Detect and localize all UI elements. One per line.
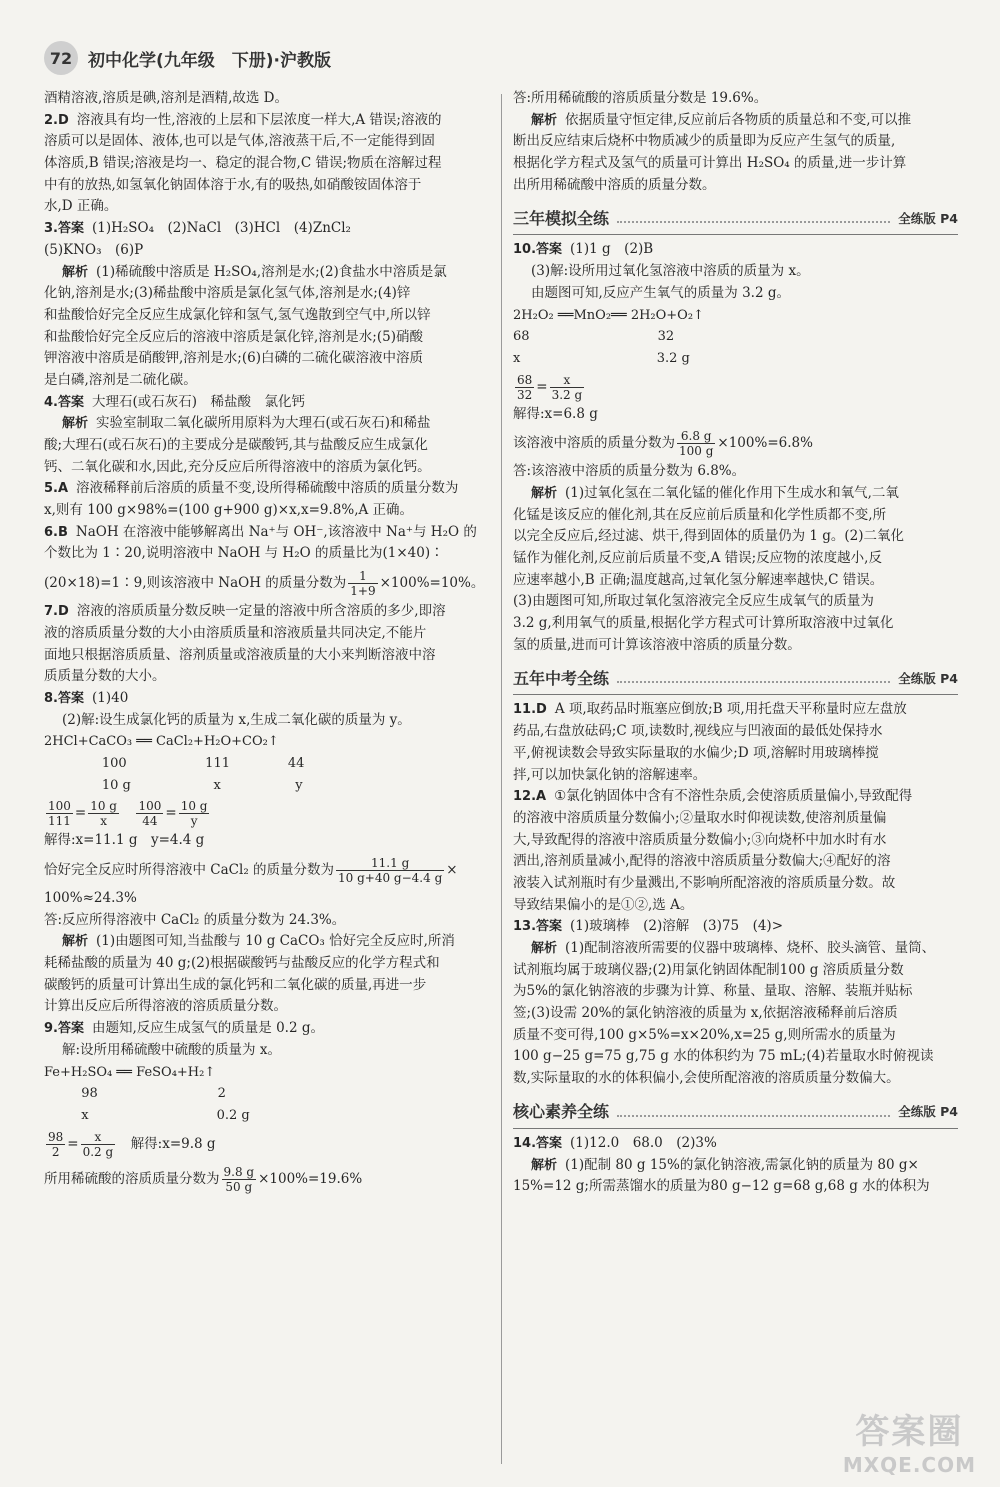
fraction-denominator: 111 — [48, 814, 71, 829]
text-line: 答:反应所得溶液中 CaCl₂ 的质量分数为 24.3%。 — [44, 911, 346, 928]
question-number: 9.答案 — [44, 1021, 84, 1037]
text-line: 洒出,溶剂质量减小,配得的溶液中溶质质量分数偏大;④配好的溶 — [513, 853, 891, 870]
fraction — [46, 799, 73, 828]
text-line: (1)配制溶液所需要的仪器中玻璃棒、烧杯、胶头滴管、量筒、 — [565, 940, 936, 956]
text-line: 溶液具有均一性,溶液的上层和下层浓度一样大,A 错误;溶液的 — [76, 111, 442, 128]
section-page-ref: 全练版 P4 — [898, 210, 958, 226]
question-8 — [44, 688, 490, 1018]
column-divider — [501, 94, 502, 1464]
text-line: 解得:x=11.1 g y=4.4 g — [44, 832, 205, 849]
question-number: 10.答案 — [513, 242, 563, 258]
text-line: 出所用稀硫酸中溶质的质量分数。 — [513, 176, 716, 193]
question-9 — [44, 1018, 490, 1196]
text-line: 解得:x=9.8 g — [130, 1135, 216, 1152]
text-line: 大,导致配得的溶液中溶质质量分数偏小;③向烧杯中加水时有水 — [513, 831, 887, 848]
text-line: (1)配制 80 g 15%的氯化钠溶液,需氯化钠的质量为 80 g× — [565, 1156, 919, 1173]
question-number: 8.答案 — [44, 690, 84, 706]
fraction-denominator: 32 — [517, 387, 533, 402]
dotted-leader — [617, 673, 890, 683]
analysis-tag: 解析 — [62, 264, 89, 280]
text-line: (1)过氧化氢在二氧化锰的催化作用下生成水和氧气,二氧 — [565, 484, 899, 501]
fraction — [46, 1130, 65, 1159]
text-line: 溶液的溶质质量分数反映一定量的溶液中所含溶质的多少,即溶 — [76, 603, 446, 620]
text-line: 15%=12 g;所需蒸馏水的质量为80 g−12 g=68 g,68 g 水的体积为 — [513, 1178, 930, 1195]
text-line: 恰好完全反应时所得溶液中 CaCl₂ 的质量分数为 — [44, 862, 335, 878]
text-line: 中有的放热,如氢氧化钠固体溶于水,有的吸热,如硝酸铵固体溶于 — [44, 176, 422, 193]
text-line: 实验室制取二氧化碳所用原料为大理石(或石灰石)和稀盐 — [96, 415, 431, 432]
answer-text: (1)12.0 68.0 (2)3% — [570, 1134, 717, 1151]
fraction-numerator: 100 — [138, 799, 162, 814]
text-line: (20×18)=1∶9,则该溶液中 NaOH 的质量分数为 — [44, 575, 347, 592]
question-number: 5.A — [44, 481, 69, 497]
section-title: 五年中考全练 — [513, 668, 610, 688]
text-line: (1)由题图可知,当盐酸与 10 g CaCO₃ 恰好完全反应时,所消 — [96, 933, 455, 950]
question-number: 7.D — [44, 604, 69, 620]
text-line: 是白磷,溶剂是二硫化碳。 — [44, 371, 197, 388]
text-line: 答:该溶液中溶质的质量分数为 6.8%。 — [513, 463, 746, 480]
right-column — [513, 88, 958, 1198]
text-line: 100 g−25 g=75 g,75 g 水的体积约为 75 mL;(4)若量取水时俯视读 — [513, 1048, 934, 1065]
fraction-denominator: 50 g — [225, 1179, 253, 1194]
question-number: 4.答案 — [44, 394, 84, 410]
answer-text: (1)1 g (2)B — [570, 241, 654, 258]
question-10 — [513, 239, 958, 656]
text-line: 断出反应结束后烧杯中物质减少的质量即为反应产生氢气的质量, — [513, 133, 896, 150]
text-line: 根据化学方程式及氢气的质量可计算出 H₂SO₄ 的质量,进一步计算 — [513, 155, 907, 172]
text-line: 钾溶液中溶质是硝酸钾,溶剂是水;(6)白磷的二硫化碳溶液中溶质 — [44, 350, 423, 367]
analysis-tag: 解析 — [531, 112, 558, 128]
text-line: 100%≈24.3% — [44, 890, 137, 906]
question-13 — [513, 916, 958, 1090]
section-page-ref: 全练版 P4 — [898, 1103, 958, 1119]
text-line: 解:设所用稀硫酸中硫酸的质量为 x。 — [62, 1041, 281, 1058]
chemical-equation: 2H₂O₂ ══MnO₂══ 2H₂O+O₂↑ — [513, 307, 704, 323]
text-line: 化钠,溶剂是水;(3)稀盐酸中溶质是氯化氢气体,溶剂是水;(4)锌 — [44, 285, 411, 302]
text-line: 溶质可以是固体、液体,也可以是气体,溶液蒸干后,不一定能得到固 — [44, 133, 435, 150]
page-header — [44, 38, 331, 78]
answer-text: (1)40 — [91, 689, 129, 706]
question-3 — [44, 218, 490, 392]
text-line: ×100%=19.6% — [258, 1170, 363, 1187]
text-line: 由题图可知,反应产生氧气的质量为 3.2 g。 — [531, 284, 790, 301]
dotted-leader — [617, 1107, 890, 1117]
text-line: x,则有 100 g×98%=(100 g+900 g)×x,x=9.8%,A 正确。 — [44, 502, 414, 519]
equation-row: x 0.2 g — [44, 1107, 250, 1123]
question-number: 6.B — [44, 524, 68, 540]
answer-text: 由题知,反应生成氢气的质量是 0.2 g。 — [91, 1020, 324, 1037]
dotted-leader — [617, 213, 890, 223]
fraction-denominator: 0.2 g — [82, 1144, 114, 1159]
fraction-denominator: 10 g+40 g−4.4 g — [338, 871, 443, 885]
text-line: 为5%的氯化钠溶液的步骤为计算、称量、量取、溶解、装瓶并贴标 — [513, 983, 913, 1000]
text-line: 拌,可以加快氯化钠的溶解速率。 — [513, 766, 707, 783]
fraction-numerator: 98 — [48, 1129, 64, 1144]
text-line: 碳酸钙的质量可计算出生成的氯化钙和二氧化碳的质量,再进一步 — [44, 976, 427, 993]
section-header-core-literacy — [513, 1096, 958, 1129]
text-line: 应速率越小,B 正确;温度越高,过氧化氢分解速率越快,C 错误。 — [513, 571, 884, 588]
question-14 — [513, 1133, 958, 1198]
text-line: 质质量分数的大小。 — [44, 668, 166, 685]
answer-text: (5)KNO₃ (6)P — [44, 241, 144, 258]
fraction-numerator: 11.1 g — [336, 856, 444, 871]
equation-row: 10 g x y — [44, 777, 303, 793]
question-number: 11.D — [513, 702, 547, 718]
equation-row: 68 32 — [513, 329, 675, 345]
fraction — [677, 429, 715, 458]
text-line: ×100%=10%。 — [379, 575, 485, 592]
fraction — [136, 799, 163, 828]
fraction — [336, 856, 444, 885]
text-line: 签;(3)设需 20%的氯化钠溶液的质量为 x,依据溶液稀释前后溶质 — [513, 1005, 898, 1022]
text-line: 水,D 正确。 — [44, 198, 118, 215]
fraction-numerator: 6.8 g — [677, 429, 715, 444]
fraction — [179, 799, 210, 828]
text-line: 所用稀硫酸的溶质质量分数为 — [44, 1170, 220, 1187]
question-12 — [513, 786, 958, 916]
text-line: 导致结果偏小的是①②,选 A。 — [513, 896, 694, 913]
fraction-numerator: 68 — [517, 372, 533, 387]
section-header-three-year — [513, 202, 958, 235]
section-header-five-year — [513, 662, 958, 695]
fraction — [348, 569, 377, 598]
fraction — [222, 1165, 257, 1194]
section-title: 三年模拟全练 — [513, 208, 610, 228]
proportion: $\frac{98}{2}$ = $\frac{x}{0.2 g}$ 解得:x=9.8 g — [48, 1129, 216, 1159]
text-line: 氢的质量,进而可计算该溶液中溶质的质量分数。 — [513, 636, 801, 653]
fraction — [550, 373, 585, 402]
book-title: 初中化学(九年级 下册)·沪教版 — [88, 50, 331, 71]
analysis-tag: 解析 — [531, 1157, 558, 1173]
text-line: × — [446, 862, 458, 878]
text-line: 试剂瓶均属于玻璃仪器;(2)用氯化钠固体配制100 g 溶质质量分数 — [513, 961, 904, 978]
text-line: 3.2 g,利用氧气的质量,根据化学方程式可计算所取溶液中过氧化 — [513, 615, 894, 632]
text-line: 钙、二氧化碳和水,因此,充分反应后所得溶液中的溶质为氯化钙。 — [44, 458, 431, 475]
text-line: 体溶质,B 错误;溶液是均一、稳定的混合物,C 错误;物质在溶解过程 — [44, 155, 442, 172]
text-line: 溶液稀释前后溶质的质量不变,设所得稀硫酸中溶质的质量分数为 — [76, 480, 459, 497]
text-line: 以完全反应后,经过滤、烘干,得到固体的质量仍为 1 g。(2)二氧化 — [513, 528, 905, 545]
text-line: ×100%=6.8% — [717, 435, 813, 452]
chemical-equation: 2HCl+CaCO₃ ══ CaCl₂+H₂O+CO₂↑ — [44, 734, 279, 750]
text-line: (3)解:设所用过氧化氢溶液中溶质的质量为 x。 — [531, 263, 810, 280]
text-line: 数,实际量取的水的体积偏小,会使所配溶液的溶质质量分数偏大。 — [513, 1070, 900, 1087]
text-line: NaOH 在溶液中能够解离出 Na⁺与 OH⁻,该溶液中 Na⁺与 H₂O 的 — [75, 523, 477, 540]
answer-text: (1)H₂SO₄ (2)NaCl (3)HCl (4)ZnCl₂ — [91, 220, 351, 237]
text-line: 个数比为 1∶20,说明溶液中 NaOH 与 H₂O 的质量比为(1×40)∶ — [44, 545, 444, 562]
fraction-denominator: 3.2 g — [551, 387, 583, 402]
text-line: 药品,右盘放砝码;C 项,读数时,视线应与凹液面的最低处保持水 — [513, 723, 883, 740]
question-11 — [513, 699, 958, 786]
text-line: 该溶液中溶质的质量分数为 — [513, 435, 675, 452]
question-number: 14.答案 — [513, 1135, 563, 1151]
fraction-numerator: 100 — [48, 799, 71, 814]
analysis-tag: 解析 — [62, 416, 89, 432]
fraction-numerator: 10 g — [180, 799, 208, 814]
proportion: $\frac{68}{32}$ = $\frac{x}{3.2 g}$ — [517, 372, 583, 402]
text-line: (2)解:设生成氯化钙的质量为 x,生成二氧化碳的质量为 y。 — [62, 711, 411, 728]
fraction — [515, 373, 534, 402]
analysis-tag: 解析 — [531, 941, 558, 956]
fraction — [88, 799, 119, 828]
text-line: 酒精溶液,溶质是碘,溶剂是酒精,故选 D。 — [44, 90, 288, 106]
page-number-badge: 72 — [44, 41, 78, 75]
question-number: 3.答案 — [44, 221, 84, 237]
text-line: (1)稀硫酸中溶质是 H₂SO₄,溶剂是水;(2)食盐水中溶质是氯 — [96, 263, 447, 280]
text-line: 液的溶质质量分数的大小由溶质质量和溶液质量共同决定,不能片 — [44, 624, 427, 641]
question-number: 2.D — [44, 112, 69, 128]
question-number: 12.A — [513, 789, 547, 805]
watermark-logo-text: 答案圈 — [855, 1412, 964, 1452]
text-line: 的溶液中溶质质量分数偏小;②量取水时仰视读数,使溶剂质量偏 — [513, 809, 887, 826]
text-line: 平,俯视读数会导致实际量取的水偏少;D 项,溶解时用玻璃棒搅 — [513, 744, 879, 761]
text-line: A 项,取药品时瓶塞应倒放;B 项,用托盘天平称量时应左盘放 — [554, 701, 907, 718]
question-7 — [44, 601, 490, 688]
equation-row: 98 2 — [44, 1086, 226, 1102]
left-column — [44, 88, 490, 1197]
section-title: 核心素养全练 — [513, 1101, 610, 1121]
fraction-denominator: 1+9 — [350, 584, 376, 599]
answer-text: (1)玻璃棒 (2)溶解 (3)75 (4)> — [570, 918, 784, 935]
section-page-ref: 全练版 P4 — [898, 670, 958, 686]
text-line: 酸;大理石(或石灰石)的主要成分是碳酸钙,其与盐酸反应生成氯化 — [44, 437, 428, 453]
text-line: 和盐酸恰好完全反应生成氯化锌和氢气,氢气逸散到空气中,所以锌 — [44, 306, 431, 323]
text-line: 质量不变可得,100 g×5%=x×20%,x=25 g,则所需水的质量为 — [513, 1026, 896, 1043]
text-line: 液装入试剂瓶时有少量溅出,不影响所配溶液的溶质质量分数。故 — [513, 874, 896, 891]
analysis-tag: 解析 — [531, 485, 558, 501]
fraction-denominator: y — [190, 814, 198, 829]
text-line: 面地只根据溶质质量、溶剂质量或溶液质量的大小来判断溶液中溶 — [44, 646, 436, 663]
text-line: 计算出反应后所得溶液的溶质质量分数。 — [44, 998, 287, 1015]
site-watermark — [843, 1404, 976, 1477]
text-line: 依据质量守恒定律,反应前后各物质的质量总和不变,可以推 — [565, 111, 912, 128]
question-6 — [44, 522, 490, 601]
question-2 — [44, 110, 490, 218]
fraction-numerator: x — [550, 373, 585, 388]
fraction — [81, 1130, 116, 1159]
proportion: $\frac{100}{111}$ = $\frac{10 g}{x}$ $\frac{100}{44}$ = $\frac{10 g}{y}$ — [48, 799, 208, 829]
chemical-equation: Fe+H₂SO₄ ══ FeSO₄+H₂↑ — [44, 1064, 216, 1080]
question-4 — [44, 392, 490, 479]
fraction-denominator: 2 — [51, 1144, 60, 1159]
text-line: 解得:x=6.8 g — [513, 405, 598, 422]
fraction-numerator: 10 g — [90, 799, 117, 814]
question-5 — [44, 478, 490, 521]
text-line: (3)由题图可知,所取过氧化氢溶液完全反应生成氧气的质量为 — [513, 593, 874, 610]
text-line: 锰作为催化剂,反应前后质量不变,A 错误;反应物的浓度越小,反 — [513, 550, 882, 566]
question-number: 13.答案 — [513, 919, 563, 935]
analysis-tag: 解析 — [62, 934, 89, 950]
watermark-url: MXQE.COM — [842, 1453, 976, 1477]
fraction-denominator: 44 — [142, 814, 158, 829]
fraction-numerator: 1 — [348, 569, 377, 584]
text-line: ①氯化钠固体中含有不溶性杂质,会使溶质质量偏小,导致配得 — [554, 788, 913, 805]
equation-row: 100 111 44 — [44, 755, 305, 771]
text-line: 和盐酸恰好完全反应后的溶液中溶质是氯化锌,溶剂是水;(5)硝酸 — [44, 328, 423, 345]
fraction-denominator: 100 g — [679, 444, 714, 459]
fraction-numerator: 9.8 g — [223, 1164, 255, 1179]
text-line: 答:所用稀硫酸的溶质质量分数是 19.6%。 — [513, 90, 768, 106]
text-line: 化锰是该反应的催化剂,其在反应前后质量和化学性质都不变,所 — [513, 506, 887, 523]
text-line: 耗稀盐酸的质量为 40 g;(2)根据碳酸钙与盐酸反应的化学方程式和 — [44, 955, 440, 972]
answer-text: 大理石(或石灰石) 稀盐酸 氯化钙 — [91, 393, 306, 410]
fraction-numerator: x — [81, 1130, 116, 1145]
fraction-denominator: x — [100, 814, 107, 829]
equation-row: x 3.2 g — [513, 350, 690, 366]
